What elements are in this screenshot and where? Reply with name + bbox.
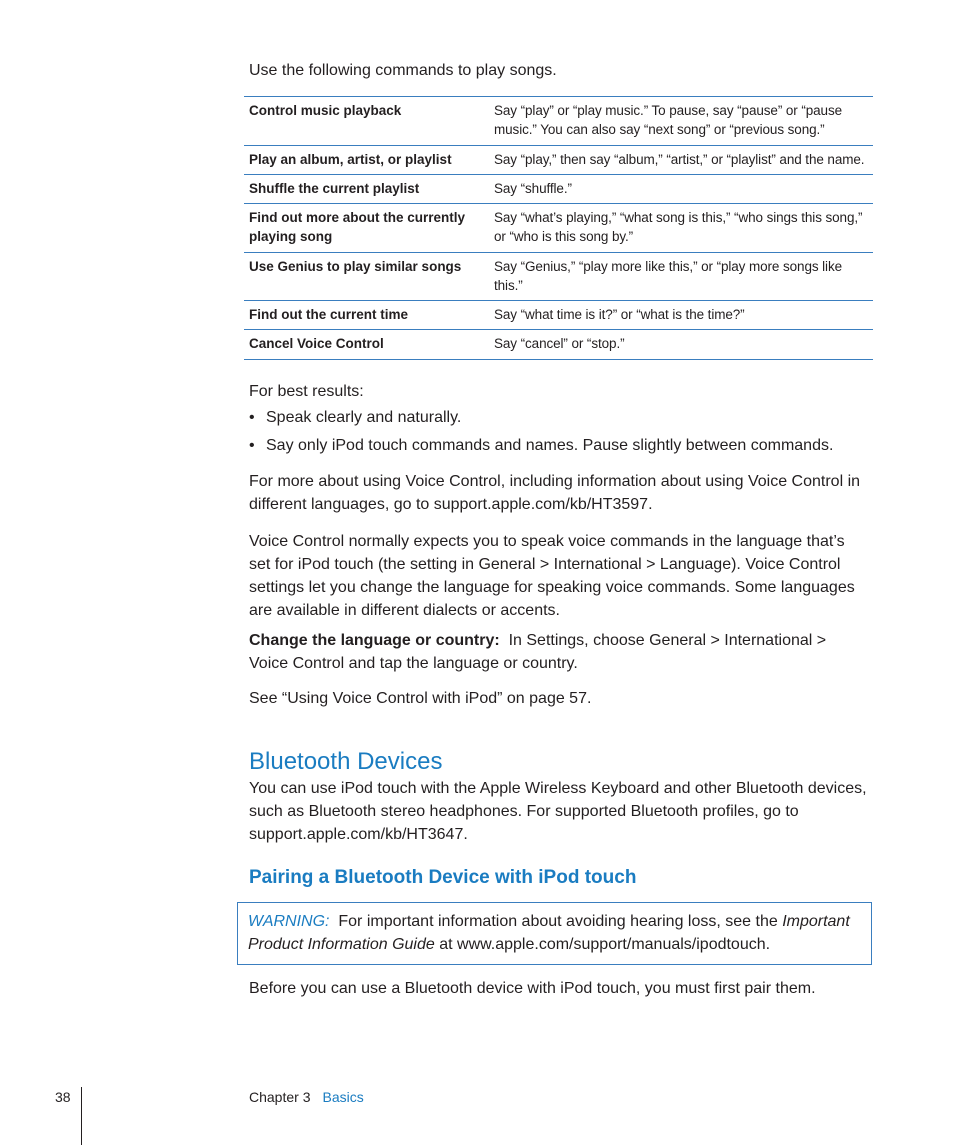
warning-box (237, 902, 872, 965)
warning-text: For important information about avoiding hearing loss, see the (338, 913, 778, 930)
command-phrase: Say “what time is it?” or “what is the time?” (494, 307, 745, 322)
command-action: Control music playback (249, 103, 402, 118)
chapter-name: Basics (322, 1089, 364, 1105)
page-number: 38 (55, 1089, 71, 1105)
footer-divider (81, 1087, 82, 1145)
table-row (244, 301, 873, 330)
more-info-paragraph: For more about using Voice Control, including information about using Voice Control in different languages, go to support.apple.com/kb/HT3597. (249, 473, 861, 513)
pairing-paragraph: Before you can use a Bluetooth device with iPod touch, you must first pair them. (249, 980, 816, 997)
command-phrase: Say “play” or “play music.” To pause, say “pause” or “pause music.” You can also say “next song” or “previous song.” (494, 103, 843, 137)
command-action: Use Genius to play similar songs (249, 259, 462, 274)
warning-url-text: at www.apple.com/support/manuals/ipodtouch. (439, 936, 771, 953)
pairing-subheading: Pairing a Bluetooth Device with iPod touch (249, 867, 637, 888)
change-language-text: In Settings, choose General > International > Voice Control and tap the language or country. (249, 632, 827, 672)
command-phrase: Say “what’s playing,” “what song is this,” “who sings this song,” or “who is this song by.” (494, 210, 863, 244)
change-language-paragraph (249, 629, 869, 675)
table-row (244, 175, 873, 204)
command-action: Cancel Voice Control (249, 336, 384, 351)
command-phrase: Say “shuffle.” (494, 181, 572, 196)
command-action: Find out the current time (249, 307, 409, 322)
change-language-label: Change the language or country: (249, 632, 500, 649)
bullet-mark: • (249, 409, 255, 426)
command-action: Play an album, artist, or playlist (249, 152, 452, 167)
command-action: Shuffle the current playlist (249, 181, 420, 196)
table-row (244, 146, 873, 175)
see-also-paragraph: See “Using Voice Control with iPod” on page 57. (249, 690, 592, 707)
table-row (244, 204, 873, 253)
table-row (244, 330, 873, 360)
bullet-item (249, 406, 461, 429)
table-row (244, 97, 873, 146)
bullet-mark: • (249, 437, 255, 454)
command-action: Find out more about the currently playing song (249, 210, 466, 244)
intro-text: Use the following commands to play songs. (249, 62, 557, 79)
chapter-label: Chapter 3 (249, 1089, 311, 1105)
bullet-item (249, 434, 833, 457)
table-row (244, 253, 873, 301)
language-paragraph: Voice Control normally expects you to speak voice commands in the language that’s set for iPod touch (the setting in General > International > Language). Voice Control settings let you change the language for speaking voice commands. Some languages are available in different dialects or accents. (249, 533, 855, 619)
best-results-label: For best results: (249, 383, 364, 400)
warning-label: WARNING: (248, 913, 330, 930)
command-phrase: Say “Genius,” “play more like this,” or “play more songs like this.” (494, 259, 843, 293)
bullet-text: Say only iPod touch commands and names. Pause slightly between commands. (266, 437, 834, 454)
bullet-text: Speak clearly and naturally. (266, 409, 462, 426)
bluetooth-heading: Bluetooth Devices (249, 748, 443, 775)
command-phrase: Say “cancel” or “stop.” (494, 336, 625, 351)
chapter-footer (249, 1088, 364, 1106)
voice-commands-table (244, 96, 873, 360)
bluetooth-paragraph: You can use iPod touch with the Apple Wireless Keyboard and other Bluetooth devices, such as Bluetooth stereo headphones. For supported Bluetooth profiles, go to support.apple.com/kb/HT3647. (249, 780, 867, 843)
command-phrase: Say “play,” then say “album,” “artist,” or “playlist” and the name. (494, 152, 865, 167)
guide-title: Important Product Information Guide (248, 913, 850, 953)
